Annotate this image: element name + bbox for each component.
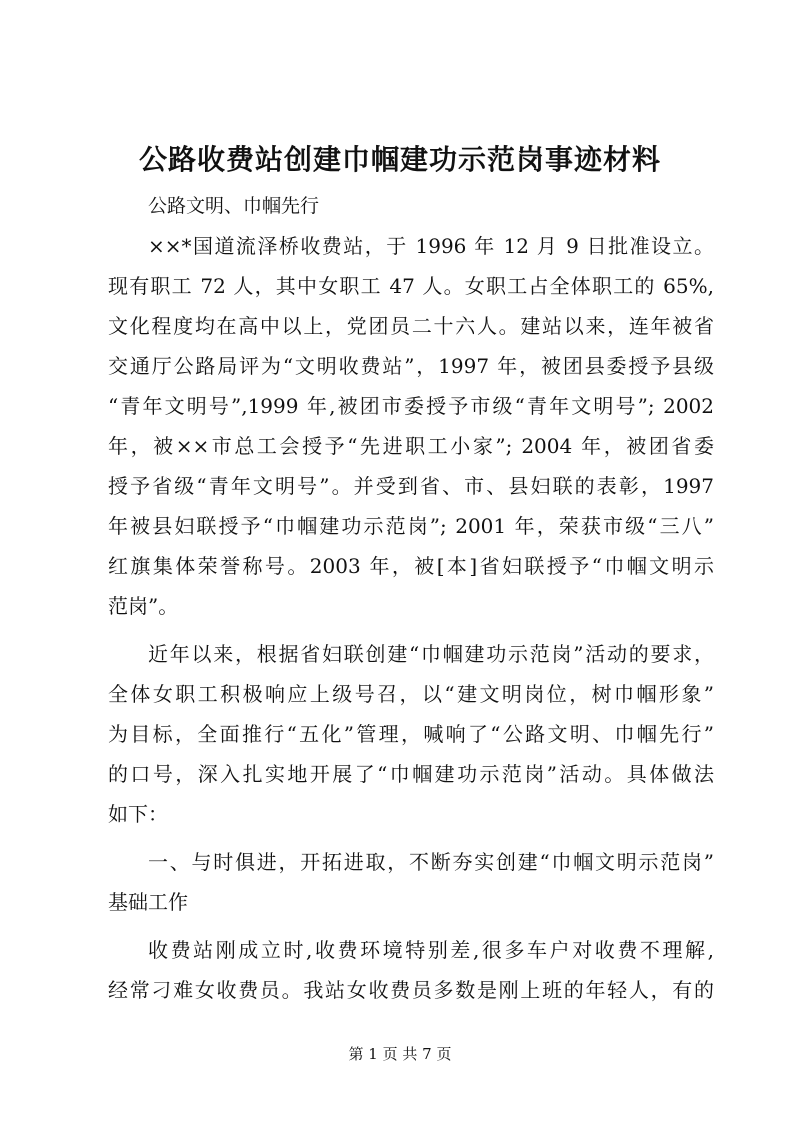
body-line: 年，被××市总工会授予“先进职工小家”; 2004 年，被团省委 xyxy=(108,434,714,458)
page-number-footer: 第 1 页 共 7 页 xyxy=(348,1045,452,1063)
body-line: “青年文明号”,1999 年,被团市委授予市级“青年文明号”; 2002 xyxy=(108,394,714,418)
section-heading: 一、与时俱进，开拓进取，不断夯实创建“巾帼文明示范岗” xyxy=(148,850,714,874)
body-line: 年被县妇联授予“巾帼建功示范岗”; 2001 年，荣获市级“三八” xyxy=(108,514,714,538)
body-line: 近年以来，根据省妇联创建“巾帼建功示范岗”活动的要求， xyxy=(148,642,714,666)
page-title: 公路收费站创建巾帼建功示范岗事迹材料 xyxy=(138,143,661,176)
body-line: 如下： xyxy=(108,802,168,826)
body-line: 范岗”。 xyxy=(108,594,179,618)
body-line: 为目标，全面推行“五化”管理，喊响了“公路文明、巾帼先行” xyxy=(108,722,714,746)
section-heading: 基础工作 xyxy=(108,890,188,914)
body-line: 经常刁难女收费员。我站女收费员多数是刚上班的年轻人，有的 xyxy=(108,978,714,1002)
body-line: 文化程度均在高中以上，党团员二十六人。建站以来，连年被省 xyxy=(108,314,714,338)
body-line: 的口号，深入扎实地开展了“巾帼建功示范岗”活动。具体做法 xyxy=(108,762,714,786)
body-line: ××*国道流泽桥收费站，于 1996 年 12 月 9 日批准设立。 xyxy=(148,234,714,258)
body-line: 授予省级“青年文明号”。并受到省、市、县妇联的表彰，1997 xyxy=(108,474,714,498)
body-line: 交通厅公路局评为“文明收费站”，1997 年，被团县委授予县级 xyxy=(108,354,714,378)
body-line: 现有职工 72 人，其中女职工 47 人。女职工占全体职工的 65%, xyxy=(108,274,714,298)
body-line: 全体女职工积极响应上级号召，以“建文明岗位，树巾帼形象” xyxy=(108,682,714,706)
document-subtitle: 公路文明、巾帼先行 xyxy=(148,195,320,217)
body-line: 红旗集体荣誉称号。2003 年，被[本]省妇联授予“巾帼文明示 xyxy=(108,554,714,578)
body-line: 收费站刚成立时,收费环境特别差,很多车户对收费不理解, xyxy=(148,938,714,962)
